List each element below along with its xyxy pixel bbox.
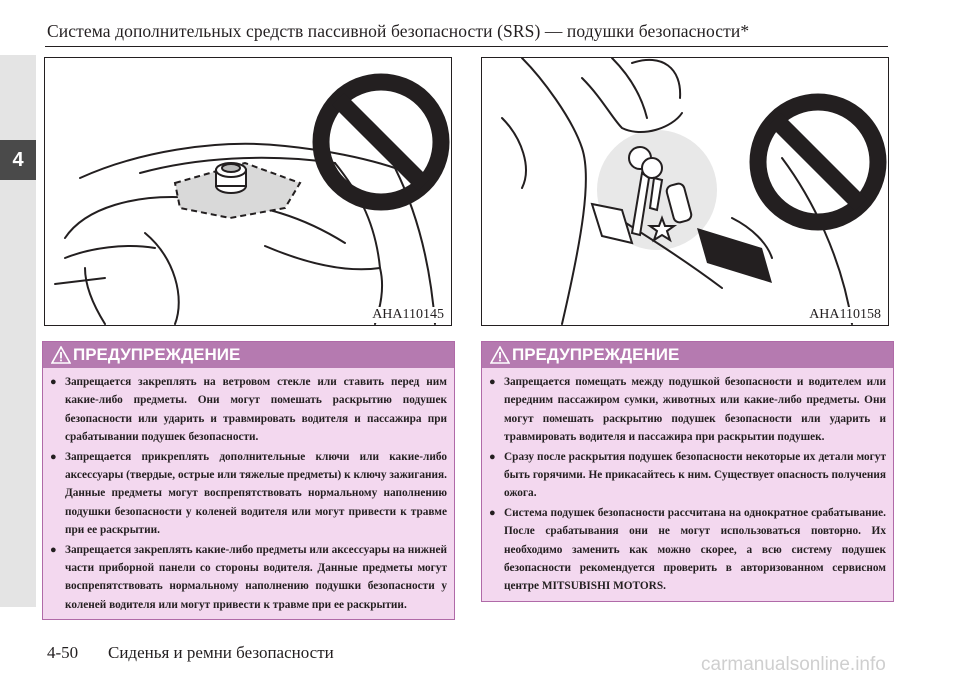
figure-windshield-object (44, 57, 452, 326)
watermark-text: carmanualsonline.info (701, 654, 886, 675)
dashboard-illustration (45, 58, 451, 325)
chapter-number: 4 (0, 140, 36, 180)
warning-item: ● Сразу после раскрытия подушек безопасности некоторые их детали могут быть горячими. Не прикасайтесь к ним. Существует опасность получения ожога. (489, 450, 886, 500)
warning-item: ● Запрещается прикреплять дополнительные ключи или какие-либо аксессуары (твердые, острые или тяжелые предметы) к ключу зажигания. Данные предметы могут воспрепятствовать нормальному наполнению подушки безопасности у коленей водителя или могут привести к травме при ее раскрытии. (50, 450, 447, 537)
no-symbol-icon (321, 82, 441, 202)
warning-item: ● Запрещается закреплять на ветровом стекле или ставить перед ним какие-либо предметы. Они могут помешать раскрытию подушек безопасности или ударить и травмировать водителя и пассажира при срабатывании подушек безопасности. (50, 376, 447, 444)
warning-item: ● Запрещается помещать между подушкой безопасности и водителем или передним пассажиром сумки, животных или какие-либо предметы. Они могут помешать раскрытию подушек безопасности или ударить и травмировать водителя и пассажира при раскрытии подушек. (489, 376, 886, 444)
figure-keychain (481, 57, 889, 326)
warning-triangle-icon (51, 346, 71, 364)
figure-code: AHA110158 (809, 307, 881, 322)
warning-box (481, 341, 894, 602)
page-number: 4-50 (47, 643, 79, 662)
figure-code: AHA110145 (372, 307, 444, 322)
warning-heading: ПРЕДУПРЕЖДЕНИЕ (73, 345, 241, 364)
header-divider (45, 46, 888, 47)
ignition-key-illustration (482, 58, 888, 325)
footer-section-title: Сиденья и ремни безопасности (108, 643, 334, 662)
warning-heading: ПРЕДУПРЕЖДЕНИЕ (512, 345, 680, 364)
no-symbol-icon (758, 102, 878, 222)
warning-item: ● Система подушек безопасности рассчитана на однократное срабатывание. После срабатывания они не могут использоваться повторно. Их необходимо заменить как можно скорее, а всю систему подушек безопасности рекомендуется проверить в авторизованном сервисном центре MITSUBISHI MOTORS. (489, 506, 886, 593)
side-tab (0, 55, 36, 607)
page-header-title: Система дополнительных средств пассивной безопасности (SRS) — подушки безопасности* (47, 21, 750, 41)
warning-triangle-icon (490, 346, 510, 364)
warning-item: ● Запрещается закреплять какие-либо предметы или аксессуары на нижней части приборной панели со стороны водителя. Данные предметы могут воспрепятствовать нормальному наполнению подушки безопасности у коленей водителя или могут привести к травме при ее раскрытии. (50, 543, 447, 611)
warning-box (42, 341, 455, 620)
